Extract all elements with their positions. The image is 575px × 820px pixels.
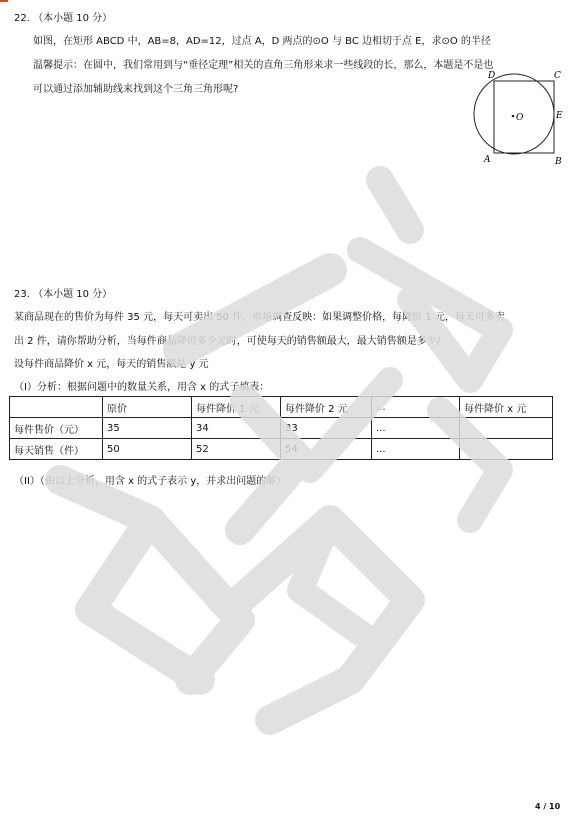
table-cell: 每件售价（元） <box>10 418 103 439</box>
table-cell: 每件降价 x 元 <box>460 397 553 418</box>
q23-line1: 某商品现在的售价为每件 35 元，每天可卖出 50 件，市场调查反映：如果调整价格，每降价 1 元，每天可多卖 <box>14 312 505 323</box>
page-number: 4 / 10 <box>535 802 561 811</box>
q22-header: 22. （本小题 10 分） <box>14 13 113 24</box>
table-cell: 原价 <box>103 397 192 418</box>
page-corner-mark <box>0 0 8 2</box>
table-cell: 每天销售（件） <box>10 439 103 460</box>
label-d: D <box>488 71 496 81</box>
q23-header: 23. （本小题 10 分） <box>14 289 113 300</box>
q23-line3: 设每件商品降价 x 元，每天的销售额是 y 元 <box>14 359 209 370</box>
label-e: E <box>556 111 563 121</box>
table-cell <box>460 439 553 460</box>
table-cell: 52 <box>192 439 281 460</box>
q23-line2: 出 2 件，请你帮助分析，当每件商品降价多少元时，可使每天的销售额最大，最大销售额是多少/ <box>14 336 441 347</box>
label-o: O <box>516 113 524 123</box>
q23-fill-table <box>9 396 553 460</box>
table-cell: ... <box>372 439 460 460</box>
table-row <box>10 439 553 460</box>
table-row <box>10 418 553 439</box>
center-point <box>512 115 515 118</box>
q23-part2: （II）（由以上分析，用含 x 的式子表示 y，并求出问题的解） <box>14 476 287 487</box>
label-c: C <box>554 71 561 81</box>
q23-part1: （I）分析：根据问题中的数量关系，用含 x 的式子填表： <box>14 382 270 393</box>
circle-o <box>474 74 554 154</box>
label-b: B <box>555 157 562 167</box>
table-cell: ... <box>372 397 460 418</box>
table-cell <box>460 418 553 439</box>
q22-hint-line2: 可以通过添加辅助线来找到这个三角三角形呢? <box>33 84 239 95</box>
table-cell <box>10 397 103 418</box>
table-cell: 50 <box>103 439 192 460</box>
q22-hint-line1: 温馨提示：在圆中，我们常用到与“垂径定理”相关的直角三角形来求一些线段的长，那么，本题是不是也 <box>33 60 494 71</box>
table-cell: 34 <box>192 418 281 439</box>
table-cell: 33 <box>281 418 372 439</box>
table-cell: ... <box>372 418 460 439</box>
table-cell: 每件降价 1 元 <box>192 397 281 418</box>
table-cell: 每件降价 2 元 <box>281 397 372 418</box>
q22-text: 如图，在矩形 ABCD 中，AB=8，AD=12，过点 A，D 两点的⊙O 与 BC 边相切于点 E，求⊙O 的半径 <box>33 36 491 47</box>
table-cell: 54 <box>281 439 372 460</box>
table-header-row <box>10 397 553 418</box>
q22-geometry-figure <box>466 66 566 171</box>
rectangle-abcd <box>494 81 554 153</box>
label-a: A <box>484 155 491 165</box>
table-cell: 35 <box>103 418 192 439</box>
